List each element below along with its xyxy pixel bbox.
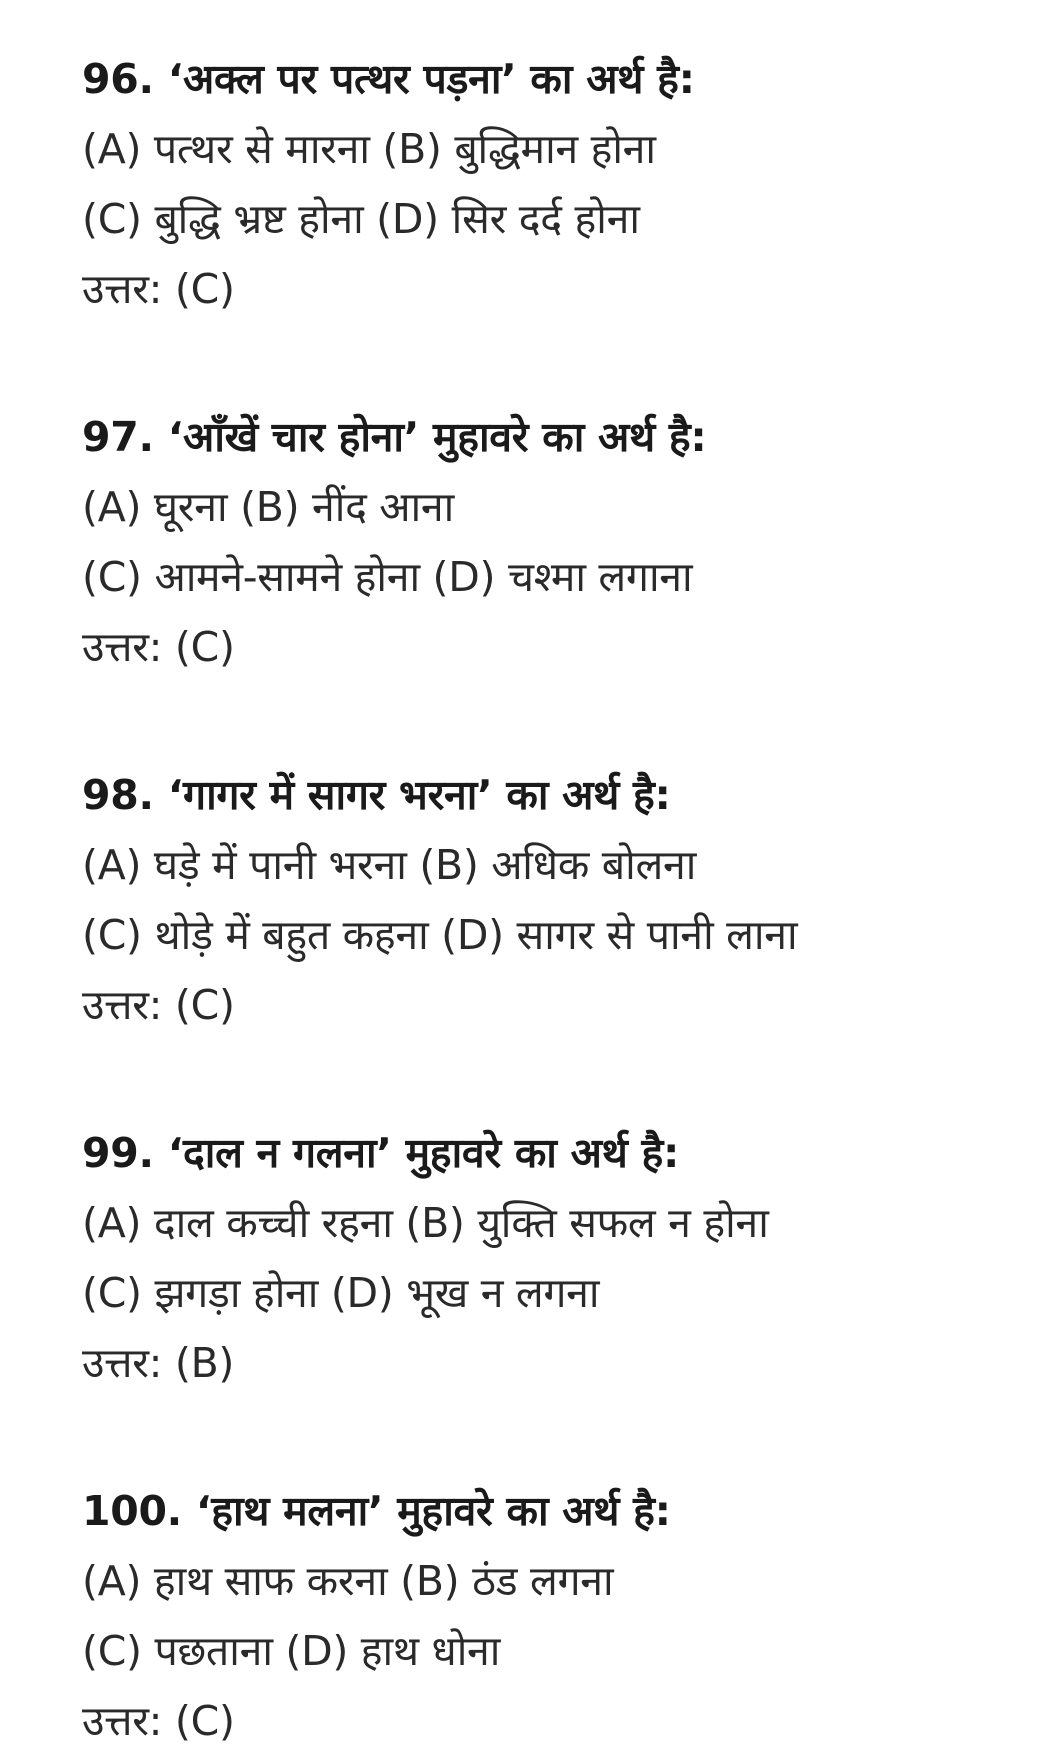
answer-text: उत्तर: (B): [82, 1339, 235, 1387]
options-line-2: (C) पछताना (D) हाथ धोना: [82, 1627, 501, 1675]
options-line-1: (A) पत्थर से मारना (B) बुद्धिमान होना: [82, 125, 656, 173]
question-block-97: [82, 402, 1054, 682]
options-line-2: (C) झगड़ा होना (D) भूख न लगना: [82, 1269, 600, 1317]
options-line-2: (C) बुद्धि भ्रष्ट होना (D) सिर दर्द होना: [82, 195, 640, 243]
question-block-100: [82, 1476, 1054, 1756]
options-line-1: (A) हाथ साफ करना (B) ठंड लगना: [82, 1557, 614, 1605]
answer-text: उत्तर: (C): [82, 1697, 235, 1745]
options-line-2: (C) थोड़े में बहुत कहना (D) सागर से पानी लाना: [82, 911, 798, 959]
answer-text: उत्तर: (C): [82, 623, 235, 671]
options-line-2: (C) आमने-सामने होना (D) चश्मा लगाना: [82, 553, 693, 601]
question-block-99: [82, 1118, 1054, 1398]
answer-text: उत्तर: (C): [82, 981, 235, 1029]
question-text: 98. ‘गागर में सागर भरना’ का अर्थ है:: [82, 771, 671, 819]
question-text: 97. ‘आँखें चार होना’ मुहावरे का अर्थ है:: [82, 413, 707, 461]
question-block-98: [82, 760, 1054, 1040]
options-line-1: (A) घड़े में पानी भरना (B) अधिक बोलना: [82, 841, 697, 889]
options-line-1: (A) घूरना (B) नींद आना: [82, 483, 454, 531]
question-text: 99. ‘दाल न गलना’ मुहावरे का अर्थ है:: [82, 1129, 680, 1177]
question-block-96: [82, 44, 1054, 324]
options-line-1: (A) दाल कच्ची रहना (B) युक्ति सफल न होना: [82, 1199, 769, 1247]
question-text: 96. ‘अक्ल पर पत्थर पड़ना’ का अर्थ है:: [82, 55, 695, 103]
question-text: 100. ‘हाथ मलना’ मुहावरे का अर्थ है:: [82, 1487, 671, 1535]
answer-text: उत्तर: (C): [82, 265, 235, 313]
